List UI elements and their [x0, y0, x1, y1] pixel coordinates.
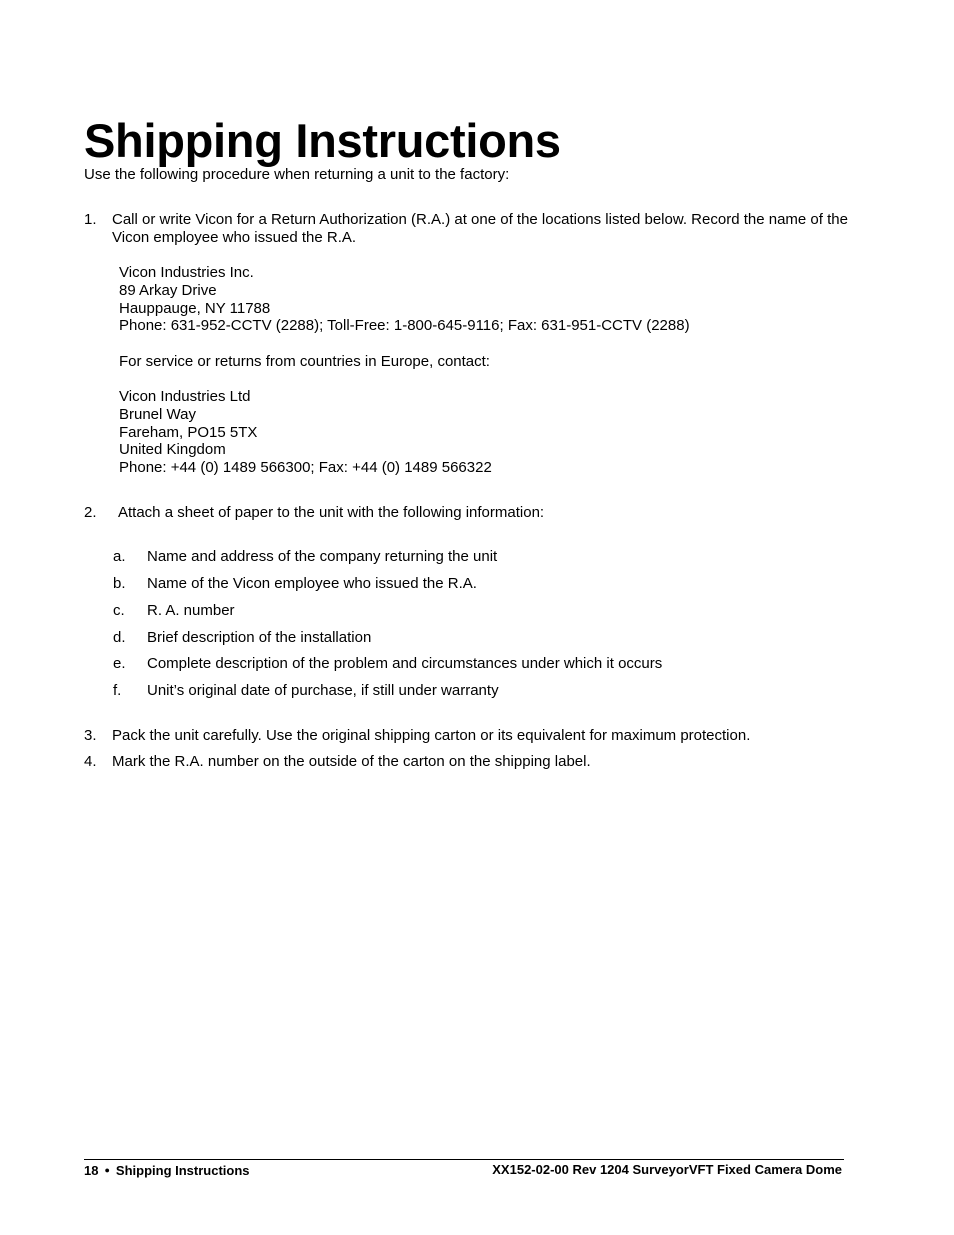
- step-text: Call or write Vicon for a Return Authorization (R.A.) at one of the locations listed below. Record the name of the Vicon employee who issued the R.A.: [112, 211, 848, 246]
- uk-address-line: Vicon Industries Ltd: [119, 388, 251, 405]
- info-item-letter: d.: [113, 629, 126, 646]
- step-number: 2.: [84, 504, 97, 521]
- step-text: Pack the unit carefully. Use the original shipping carton or its equivalent for maximum protection.: [112, 727, 751, 744]
- info-item-text: Unit’s original date of purchase, if still under warranty: [147, 682, 499, 699]
- us-address-line: Hauppauge, NY 11788: [119, 299, 271, 317]
- us-phone-line: Phone: 631-952-CCTV (2288); Toll-Free: 1-800-645-9116; Fax: 631-951-CCTV (2288): [119, 317, 690, 335]
- europe-note: [119, 353, 490, 371]
- europe-note-text: For service or returns from countries in Europe, contact:: [119, 353, 490, 370]
- us-address-line: 89 Arkay Drive: [119, 281, 217, 299]
- info-item-text: Complete description of the problem and circumstances under which it occurs: [147, 655, 663, 672]
- info-item-letter: a.: [113, 548, 126, 565]
- info-item-letter: e.: [113, 655, 126, 672]
- info-item-letter: c.: [113, 602, 125, 619]
- info-item-text: Name of the Vicon employee who issued the R.A.: [147, 575, 477, 592]
- uk-address-line: Brunel Way: [119, 405, 196, 423]
- uk-address-line: United Kingdom: [119, 441, 226, 459]
- info-item-letter: f.: [113, 682, 122, 699]
- info-item-text: Brief description of the installation: [147, 629, 372, 646]
- us-address: [119, 264, 690, 335]
- uk-address: [119, 388, 492, 477]
- info-item-text: Name and address of the company returning the unit: [147, 548, 498, 565]
- page-number: 18: [84, 1163, 99, 1178]
- footer-left: [84, 1162, 250, 1179]
- footer-section: Shipping Instructions: [115, 1163, 250, 1178]
- bullet-icon: ●: [104, 1165, 110, 1175]
- uk-address-line: Fareham, PO15 5TX: [119, 423, 258, 441]
- info-item-letter: b.: [113, 575, 126, 592]
- intro-text: Use the following procedure when returning a unit to the factory:: [84, 166, 510, 183]
- us-address-line: Vicon Industries Inc.: [119, 264, 254, 281]
- footer-divider: [84, 1159, 844, 1160]
- step-text: Mark the R.A. number on the outside of the carton on the shipping label.: [112, 753, 591, 770]
- step-text: Attach a sheet of paper to the unit with the following information:: [118, 504, 545, 521]
- uk-phone-line: Phone: +44 (0) 1489 566300; Fax: +44 (0) 1489 566322: [119, 459, 492, 477]
- footer-document-id: XX152-02-00 Rev 1204 SurveyorVFT Fixed Camera Dome: [492, 1162, 842, 1177]
- step-number: 3.: [84, 727, 97, 744]
- info-item-text: R. A. number: [147, 602, 235, 619]
- step-number: 4.: [84, 753, 97, 770]
- page-title: Shipping Instructions: [84, 114, 561, 167]
- step-number: 1.: [84, 211, 97, 228]
